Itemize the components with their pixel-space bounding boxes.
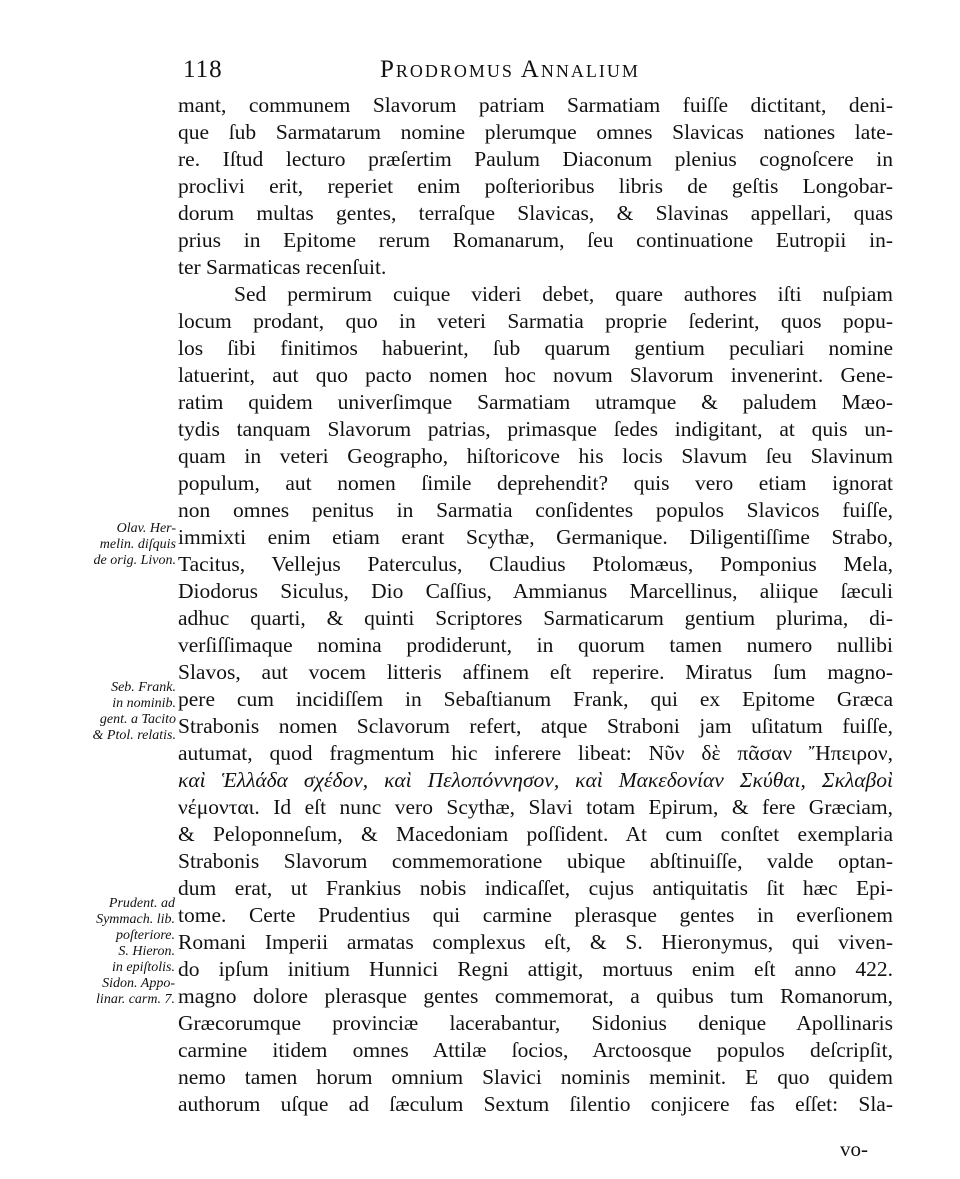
- marginal-note-line: S. Hieron.: [118, 944, 175, 959]
- text-line: do ipſum initium Hunnici Regni attigit, mortuus enim eſt anno 422.: [178, 957, 893, 981]
- text-line: Romani Imperii armatas complexus eſt, & S. Hieronymus, qui viven-: [178, 930, 893, 954]
- text-line: quam in veteri Geographo, hiſtoricove his locis Slavum ſeu Slavinum: [178, 444, 893, 468]
- text-line: non omnes penitus in Sarmatia conſidentes populos Slavicos fuiſſe,: [178, 498, 893, 522]
- text-line: tydis tanquam Slavorum patrias, primasque ſedes indigitant, at quis un-: [178, 417, 893, 441]
- marginal-note-line: poſteriore.: [116, 928, 175, 943]
- catchword: vo-: [840, 1137, 868, 1161]
- text-line: tome. Certe Prudentius qui carmine plerasque gentes in everſionem: [178, 903, 893, 927]
- text-line: re. Iſtud lecturo præſertim Paulum Diaconum plenius cognoſcere in: [178, 147, 893, 171]
- text-line: authorum uſque ad ſæculum Sextum ſilentio conjicere fas eſſet: Sla-: [178, 1092, 893, 1116]
- page-number: 118: [183, 56, 223, 83]
- text-line: Græcorumque provinciæ lacerabantur, Sidonius denique Apollinaris: [178, 1011, 893, 1035]
- text-line: nemo tamen horum omnium Slavici nominis meminit. E quo quidem: [178, 1065, 893, 1089]
- text-line: carmine itidem omnes Attilæ ſocios, Arctoosque populos deſcripſit,: [178, 1038, 893, 1062]
- text-line: Strabonis Slavorum commemoratione ubique abſtinuiſſe, valde optan-: [178, 849, 893, 873]
- text-line: dorum multas gentes, terraſque Slavicas, & Slavinas appellari, quas: [178, 201, 893, 225]
- marginal-note-line: Olav. Her-: [116, 521, 176, 536]
- text-line: Slavos, aut vocem litteris affinem eſt reperire. Miratus ſum magno-: [178, 660, 893, 684]
- text-line: magno dolore plerasque gentes commemorat, a quibus tum Romanorum,: [178, 984, 893, 1008]
- marginal-note-line: & Ptol. relatis.: [92, 728, 176, 743]
- marginal-note-line: Sidon. Appo-: [102, 976, 175, 991]
- text-line: Tacitus, Vellejus Paterculus, Claudius Ptolomæus, Pomponius Mela,: [178, 552, 893, 576]
- text-line: Strabonis nomen Sclavorum refert, atque Straboni jam uſitatum fuiſſe,: [178, 714, 893, 738]
- text-line: los ſibi finitimos habuerint, ſub quarum gentium peculiari nomine: [178, 336, 893, 360]
- text-line: proclivi erit, reperiet enim poſterioribus libris de geſtis Longobar-: [178, 174, 893, 198]
- marginal-note: [40, 896, 175, 1008]
- marginal-note-line: melin. diſquis: [99, 537, 176, 552]
- text-line: καὶ Ἑλλάδα σχέδον, καὶ Πελοπόννησον, καὶ Μακεδονίαν Σκύθαι, Σκλαβοὶ: [178, 768, 893, 792]
- text-line: latuerint, aut quo pacto nomen hoc novum Slavorum invenerint. Gene-: [178, 363, 893, 387]
- text-line: populum, aut nomen ſimile deprehendit? quis vero etiam ignorat: [178, 471, 893, 495]
- marginal-note-line: de orig. Livon.: [93, 553, 176, 568]
- marginal-note: [56, 521, 176, 569]
- marginal-note-line: in nominib.: [112, 696, 176, 711]
- text-line: prius in Epitome rerum Romanarum, ſeu continuatione Eutropii in-: [178, 228, 893, 252]
- text-line: ter Sarmaticas recenſuit.: [178, 255, 387, 279]
- marginal-note-line: Symmach. lib.: [96, 912, 175, 927]
- marginal-note-line: Seb. Frank.: [111, 680, 176, 695]
- text-line: mant, communem Slavorum patriam Sarmatiam fuiſſe dictitant, deni-: [178, 93, 893, 117]
- text-line: Sed permirum cuique videri debet, quare authores iſti nuſpiam: [234, 282, 893, 306]
- marginal-note-line: linar. carm. 7.: [96, 992, 175, 1007]
- text-line: que ſub Sarmatarum nomine plerumque omnes Slavicas nationes late-: [178, 120, 893, 144]
- text-line: autumat, quod fragmentum hic inferere libeat: Νῦν δὲ πᾶσαν Ἤπειρον,: [178, 741, 893, 765]
- text-line: pere cum incidiſſem in Sebaſtianum Frank, qui ex Epitome Græca: [178, 687, 893, 711]
- text-line: verſiſſimaque nomina prodiderunt, in quorum tamen numero nullibi: [178, 633, 893, 657]
- running-title: Prodromus Annalium: [380, 56, 640, 83]
- text-line: adhuc quarti, & quinti Scriptores Sarmaticarum gentium plurima, di-: [178, 606, 893, 630]
- marginal-note-line: Prudent. ad: [108, 896, 175, 911]
- marginal-note: [56, 680, 176, 744]
- marginal-note-line: in epiſtolis.: [112, 960, 175, 975]
- text-line: νέμονται. Id eſt nunc vero Scythæ, Slavi totam Epirum, & fere Græciam,: [178, 795, 893, 819]
- marginal-note-line: gent. a Tacito: [99, 712, 176, 727]
- text-line: & Peloponneſum, & Macedoniam poſſident. At cum conſtet exemplaria: [178, 822, 893, 846]
- text-line: ratim quidem univerſimque Sarmatiam utramque & paludem Mæo-: [178, 390, 893, 414]
- text-line: locum prodant, quo in veteri Sarmatia proprie ſederint, quos popu-: [178, 309, 893, 333]
- text-line: Diodorus Siculus, Dio Caſſius, Ammianus Marcellinus, aliique ſæculi: [178, 579, 893, 603]
- text-line: immixti enim etiam erant Scythæ, Germanique. Diligentiſſime Strabo,: [178, 525, 893, 549]
- text-line: dum erat, ut Frankius nobis indicaſſet, cujus antiquitatis ſit hæc Epi-: [178, 876, 893, 900]
